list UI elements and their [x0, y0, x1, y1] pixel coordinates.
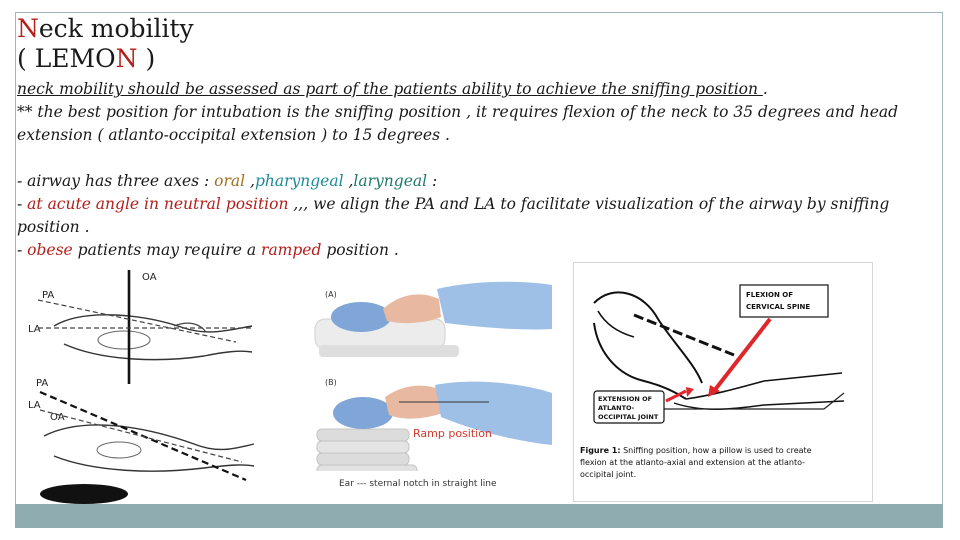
paragraph-axes	[17, 170, 907, 193]
align-prefix: -	[17, 195, 28, 213]
obese-end: position .	[321, 241, 399, 259]
axis-oral: oral	[214, 172, 246, 190]
panel-a-label: (A)	[325, 290, 337, 299]
slide-body	[17, 78, 907, 262]
blue-cap-b	[333, 397, 393, 429]
figure-caption-line3: occipital joint.	[580, 470, 637, 479]
title-line1: eck mobility	[38, 14, 194, 43]
title-first-letter: N	[17, 14, 39, 43]
assessment-underlined: neck mobility should be assessed as part of the patients ability to achieve the sniffing position	[17, 80, 763, 98]
flexion-label-box	[740, 285, 828, 317]
axis-laryngeal: laryngeal	[353, 172, 428, 190]
paragraph-best-position: ** the best position for intubation is the sniffing position , it requires flexion of the neck to 35 degrees and head extension ( atlanto-occipital extension ) to 15 degrees .	[17, 103, 899, 144]
extension-label-line1: EXTENSION OF	[598, 395, 653, 403]
gown-a	[437, 282, 552, 330]
axes-prefix: - airway has three axes :	[17, 172, 215, 190]
title-line2-accent: N	[115, 44, 138, 73]
axes-sep-1: ,	[245, 172, 255, 190]
footer-bar	[15, 504, 943, 528]
figure-caption-line1-text: Sniffing position, how a pillow is used to create	[620, 446, 812, 455]
airway-axes-figure	[24, 266, 256, 506]
label-pa-bottom: PA	[36, 378, 49, 389]
pillow-shape	[40, 484, 128, 504]
obese-word: obese	[27, 241, 73, 259]
flexion-label-line1: FLEXION OF	[746, 291, 794, 299]
axis-pharyngeal: pharyngeal	[254, 172, 344, 190]
flexion-arrow	[714, 319, 770, 391]
sniffing-position-svg	[574, 263, 872, 501]
label-pa-top: PA	[42, 290, 55, 301]
slide-title	[17, 14, 194, 74]
label-la-top: LA	[28, 324, 41, 335]
panel-b-label: (B)	[325, 378, 337, 387]
align-neutral-position: at acute angle in neutral position	[27, 195, 289, 213]
ramp-position-figure	[309, 265, 552, 490]
figure-caption-bold: Figure 1:	[580, 446, 621, 455]
extension-label-line2: ATLANTO-	[598, 404, 635, 412]
paragraph-gap	[17, 147, 907, 170]
align-rest: ,,, we align the PA and LA to facilitate visualization of the airway by sniffing position .	[17, 195, 890, 236]
sniffing-position-figure	[573, 262, 873, 502]
axis-line-pa-top	[38, 300, 236, 342]
assessment-tail: .	[762, 80, 768, 98]
label-la-bottom: LA	[28, 400, 41, 411]
ramped-word: ramped	[261, 241, 322, 259]
title-line2-close: )	[137, 44, 156, 73]
sniffing-axis-line	[634, 315, 734, 355]
blue-cap-a	[331, 302, 391, 332]
axes-suffix: :	[427, 172, 438, 190]
figure-caption-line1	[580, 446, 812, 455]
figure-caption-line2: flexion at the atlanto-axial and extension at the atlanto-	[580, 458, 806, 467]
paragraph-align	[17, 193, 907, 239]
title-line2-open: ( LEMO	[17, 44, 116, 73]
label-oa-top: OA	[142, 272, 157, 283]
flexion-label-line2: CERVICAL SPINE	[746, 303, 811, 311]
axis-line-pa-bottom	[40, 410, 242, 462]
ramp-position-svg	[309, 265, 552, 490]
ramp-caption: Ear --- sternal notch in straight line	[339, 479, 497, 489]
paragraph-obese	[17, 239, 907, 262]
label-oa-bottom: OA	[50, 412, 65, 423]
obese-prefix: -	[17, 241, 28, 259]
obese-mid: patients may require a	[72, 241, 262, 259]
extension-label-line3: OCCIPITAL JOINT	[598, 413, 659, 421]
airway-axes-svg	[24, 266, 256, 506]
axes-sep-2: ,	[343, 172, 354, 190]
paragraph-assessment	[17, 78, 907, 101]
ramp-position-label: Ramp position	[413, 427, 492, 440]
